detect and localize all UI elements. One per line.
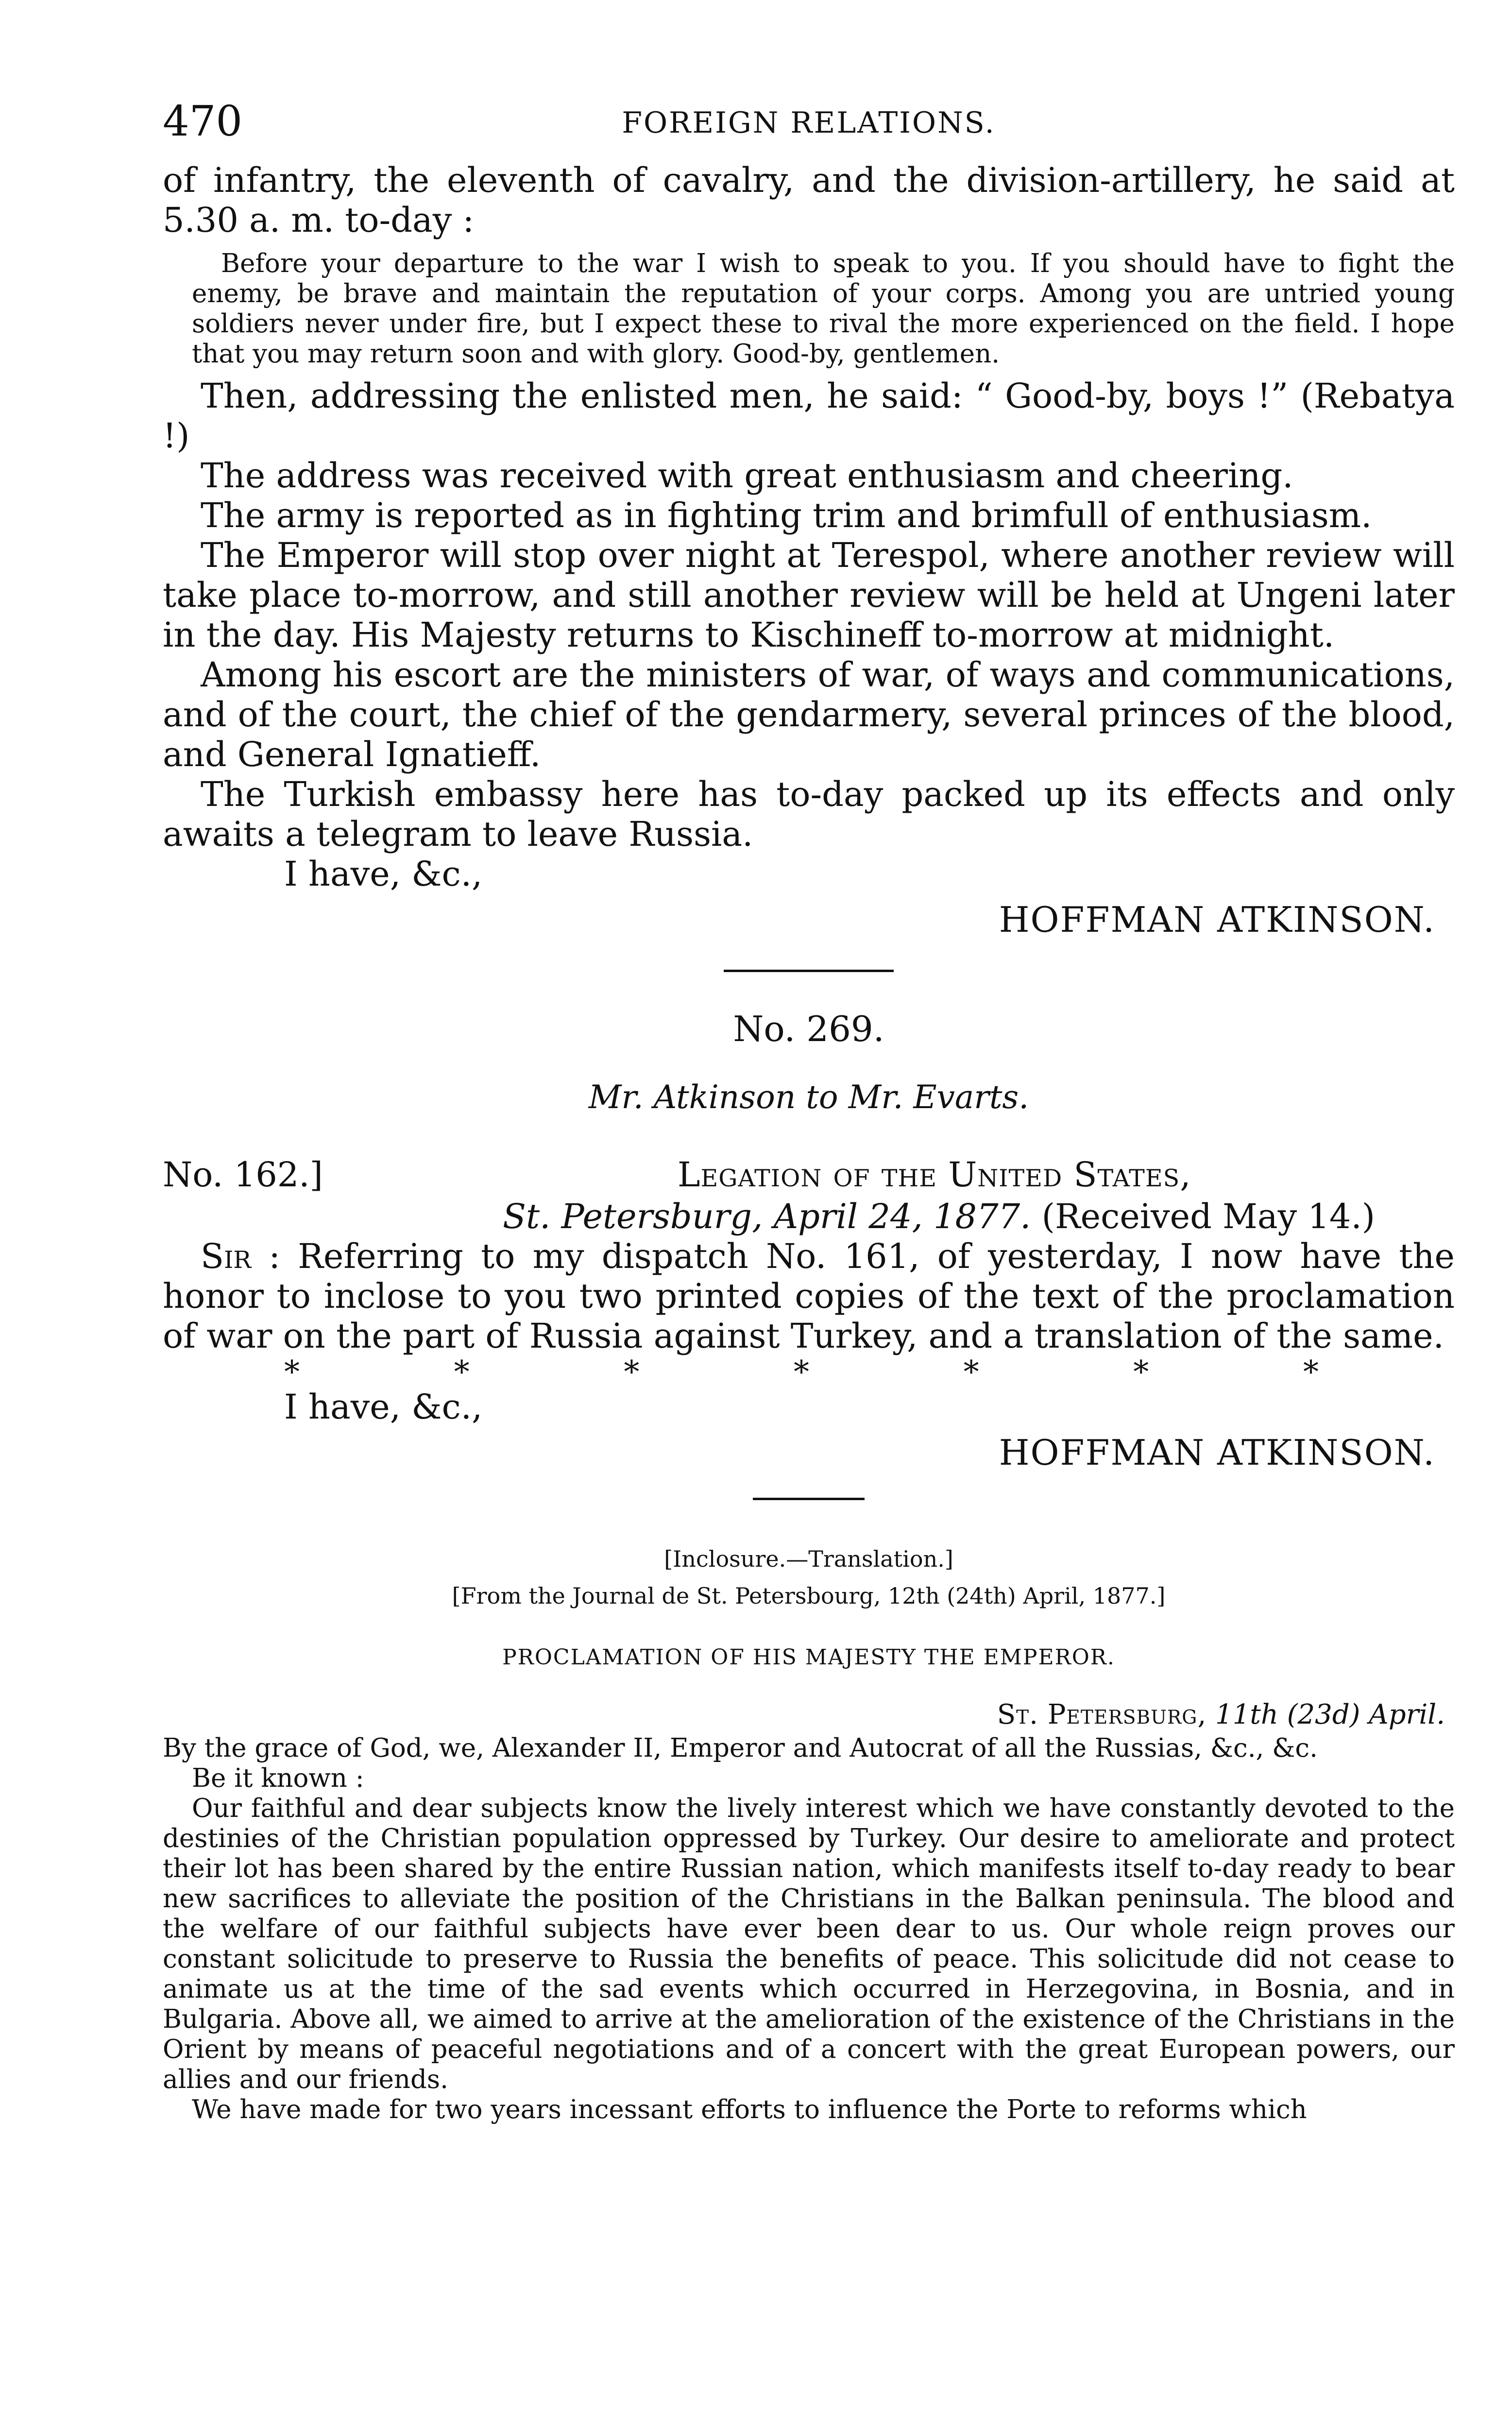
running-title: FOREIGN RELATIONS. bbox=[622, 106, 996, 140]
legation-heading: Legation of the United States, bbox=[678, 1155, 1191, 1195]
dispatch-date bbox=[503, 1197, 1455, 1236]
proclamation-date: 11th (23d) April. bbox=[1215, 1699, 1445, 1730]
omission-stars bbox=[163, 1354, 1455, 1390]
dispatch-body bbox=[163, 1236, 1455, 1356]
star: * bbox=[963, 1354, 979, 1390]
section-divider bbox=[753, 1498, 865, 1500]
inclosure-label: [Inclosure.—Translation.] bbox=[664, 1546, 953, 1572]
paragraph: Then, addressing the enlisted men, he said: “ Good-by, boys !” (Rebatya !) bbox=[163, 376, 1455, 456]
proclamation-dateline bbox=[163, 1699, 1445, 1730]
proclamation-paragraph: We have made for two years incessant efforts to influence the Porte to reforms which bbox=[192, 2095, 1307, 2124]
document-page bbox=[163, 87, 1455, 2125]
paragraph: The Turkish embassy here has to-day packed up its effects and only awaits a telegram to leave Russia. bbox=[163, 774, 1455, 854]
document-number: No. 269. bbox=[733, 1009, 884, 1049]
star: * bbox=[1303, 1354, 1319, 1390]
proclamation-place: St. Petersburg, bbox=[997, 1699, 1207, 1730]
correspondents: Mr. Atkinson to Mr. Evarts. bbox=[588, 1078, 1029, 1116]
proclamation-paragraph: Our faithful and dear subjects know the lively interest which we have constantly devoted to the destinies of the Christian population oppressed by Turkey. Our desire to ameliorate and protect their lot has been shared by the entire Russian nation, which manifests itself to-day ready to bear new sacrifices to alleviate the position of the Christians in the Balkan peninsula. The blood and the welfare of our faithful subjects have ever been dear to us. Our whole reign proves our constant solicitude to preserve to Russia the benefits of peace. This solicitude did not cease to animate us at the time of the sad events which occurred in Herzegovina, in Bosnia, and in Bulgaria. Above all, we aimed to arrive at the amelioration of the existence of the Christians in the Orient by means of peaceful negotiations and of a concert with the great European powers, our allies and our friends. bbox=[163, 1794, 1455, 2094]
be-it-known: Be it known : bbox=[192, 1763, 364, 1793]
dispatch-header bbox=[163, 1155, 1455, 1197]
closing: I have, &c., bbox=[284, 1387, 483, 1427]
paragraph: The Emperor will stop over night at Terespol, where another review will take place to-morrow, and still another review will be held at Ungeni later in the day. His Majesty returns to Kischineff to-morrow at midnight. bbox=[163, 535, 1455, 655]
closing: I have, &c., bbox=[284, 854, 483, 894]
proclamation-intro: By the grace of God, we, Alexander II, Emperor and Autocrat of all the Russias, &c., &c. bbox=[163, 1733, 1318, 1763]
inclosure-source: [From the Journal de St. Petersbourg, 12th (24th) April, 1877.] bbox=[452, 1583, 1166, 1609]
salutation: Sir : bbox=[201, 1236, 280, 1276]
opening-line: of infantry, the eleventh of cavalry, and the division-artillery, he said at 5.30 a. m. to-day : bbox=[163, 160, 1455, 240]
signature: HOFFMAN ATKINSON. bbox=[999, 899, 1435, 940]
signature: HOFFMAN ATKINSON. bbox=[999, 1432, 1435, 1473]
quoted-address bbox=[192, 249, 1455, 369]
page-header bbox=[163, 87, 1455, 160]
paragraph: Among his escort are the ministers of war, of ways and communications, and of the court, the chief of the gendarmery, several princes of the blood, and General Ignatieff. bbox=[163, 655, 1455, 774]
dispatch-number: No. 162.] bbox=[163, 1155, 323, 1195]
paragraph: The address was received with great enthusiasm and cheering. bbox=[201, 456, 1293, 496]
quote-text: Before your departure to the war I wish to speak to you. If you should have to fight the enemy, be brave and maintain the reputation of your corps. Among you are untried young soldiers never under fire, but I expect these to rival the more experienced on the field. I hope that you may return soon and with glory. Good-by, gentlemen. bbox=[192, 249, 1455, 369]
place-date: St. Petersburg, April 24, 1877. bbox=[503, 1197, 1031, 1236]
star: * bbox=[624, 1354, 640, 1390]
paragraph: The army is reported as in fighting trim and brimfull of enthusiasm. bbox=[201, 496, 1372, 535]
star: * bbox=[284, 1354, 300, 1390]
section-divider bbox=[724, 970, 894, 972]
proclamation-title: PROCLAMATION OF HIS MAJESTY THE EMPEROR. bbox=[502, 1645, 1115, 1670]
received-date: (Received May 14.) bbox=[1041, 1197, 1375, 1236]
star: * bbox=[1133, 1354, 1149, 1390]
page-number: 470 bbox=[163, 97, 243, 146]
star: * bbox=[454, 1354, 470, 1390]
star: * bbox=[793, 1354, 809, 1390]
dispatch-text: Referring to my dispatch No. 161, of yesterday, I now have the honor to inclose to you two printed copies of the text of the proclamation of war on the part of Russia against Turkey, and a translation of the same. bbox=[163, 1236, 1455, 1356]
